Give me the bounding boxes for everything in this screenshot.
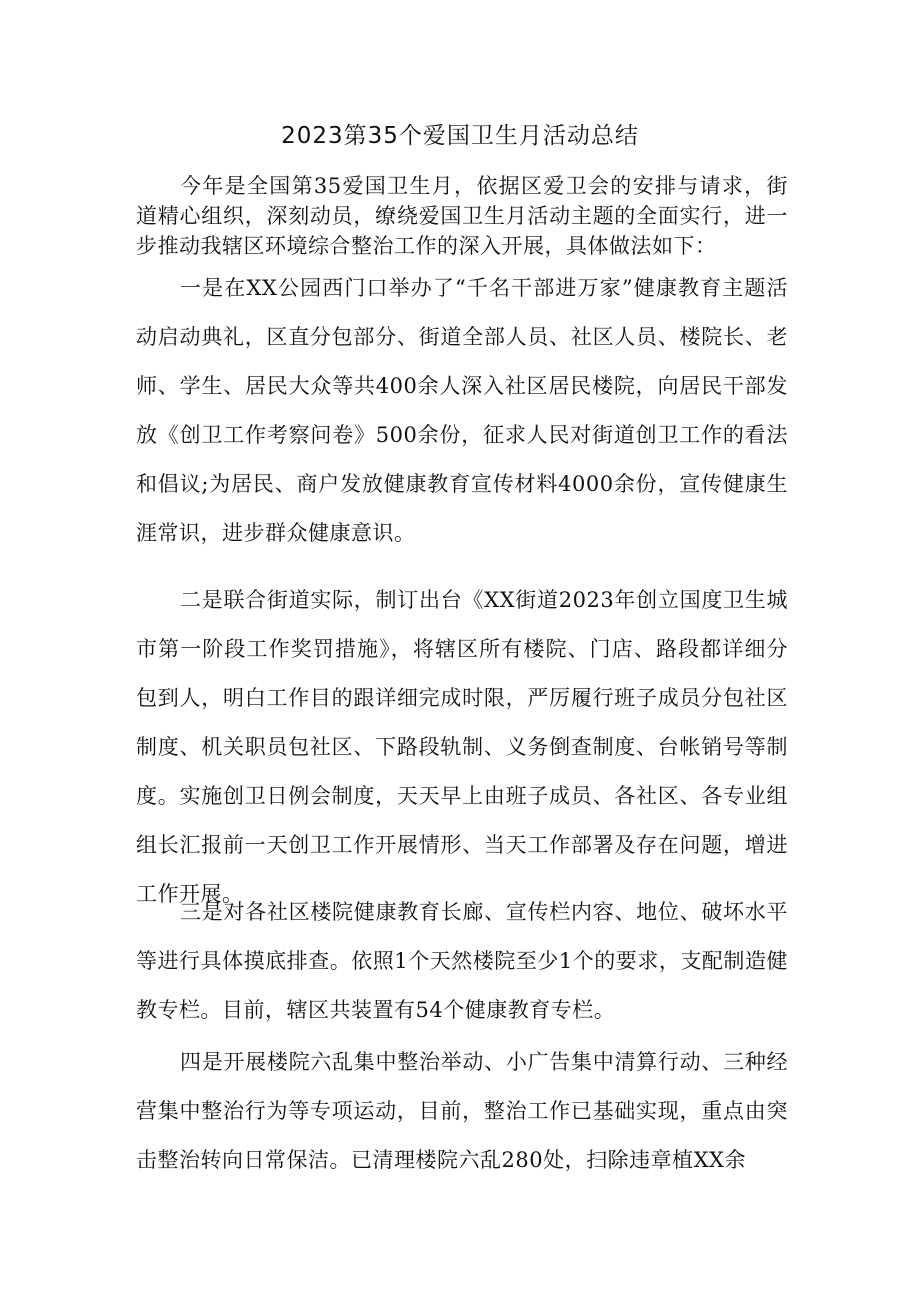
paragraph-intro: 今年是全国第35爱国卫生月，依据区爱卫会的安排与请求，街道精心组织，深刻动员，缭绕爱国卫生月活动主题的全面实行，进一步推动我辖区环境综合整治工作的深入开展，具体做法如下： xyxy=(136,174,788,258)
paragraph-item-4: 四是开展楼院六乱集中整治举动、小广告集中清算行动、三种经营集中整治行为等专项运动，目前，整治工作已基础实现，重点由突击整治转向日常保洁。已清理楼院六乱280处，扫除违章植XX余 xyxy=(136,1050,788,1172)
paragraph-item-1: 一是在XX公园西门口举办了“千名干部进万家”健康教育主题活动启动典礼，区直分包部分、街道全部人员、社区人员、楼院长、老师、学生、居民大众等共400余人深入社区居民楼院，向居民干部发放《创卫工作考察问卷》500余份，征求人民对街道创卫工作的看法和倡议;为居民、商户发放健康教育宣传材料4000余份，宣传健康生涯常识，进步群众健康意识。 xyxy=(136,276,788,545)
paragraph-item-3: 三是对各社区楼院健康教育长廊、宣传栏内容、地位、破坏水平等进行具体摸底排查。依照1个天然楼院至少1个的要求，支配制造健教专栏。目前，辖区共装置有54个健康教育专栏。 xyxy=(136,900,788,1022)
document-title: 2023第35个爱国卫生月活动总结 xyxy=(281,123,639,149)
paragraph-item-2: 二是联合街道实际，制订出台《XX街道2023年创立国度卫生城市第一阶段工作奖罚措施》，将辖区所有楼院、门店、路段都详细分包到人，明白工作目的跟详细完成时限，严厉履行班子成员分包社区制度、机关职员包社区、下路段轨制、义务倒查制度、台帐销号等制度。实施创卫日例会制度，天天早上由班子成员、各社区、各专业组组长汇报前一天创卫工作开展情形、当天工作部署及存在问题，增进工作开展。 xyxy=(136,588,788,906)
